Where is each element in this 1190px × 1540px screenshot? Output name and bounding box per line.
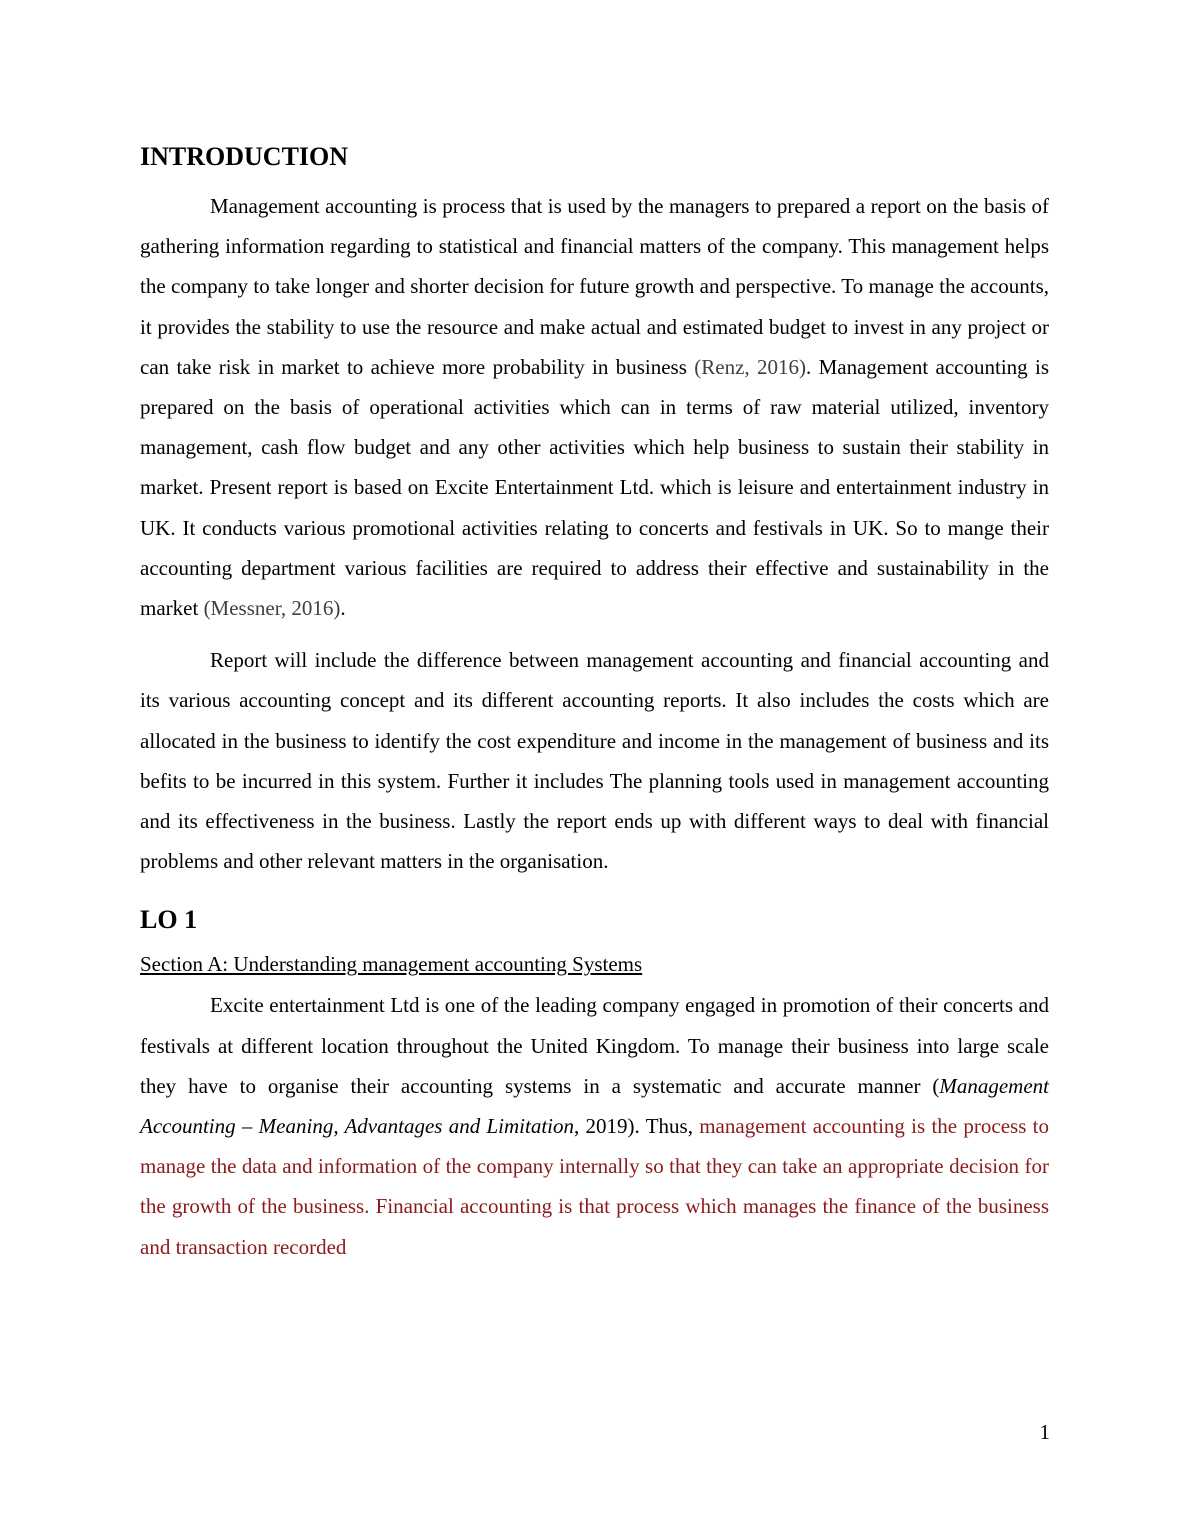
introduction-heading: INTRODUCTION (140, 142, 349, 171)
section-a-paragraph-1 (140, 985, 1049, 1266)
citation-renz: (Renz, 2016) (694, 354, 806, 379)
intro-p1-text-c: . (340, 596, 346, 621)
section-a-title-text: Section A: Understanding management accounting Systems (140, 952, 643, 977)
page-number: 1 (1039, 1420, 1050, 1444)
introduction-paragraph-1 (140, 186, 1049, 628)
highlighted-red-text: management accounting is the process to manage the data and information of the company internally so that they can take an appropriate decision for the growth of the business. Financial accounting is that process which manages the finance of the business and transaction recorded (140, 1114, 1049, 1259)
introduction-paragraph-2: Report will include the difference between management accounting and financial accounting and its various accounting concept and its different accounting reports. It also includes the costs which are allocated in the business to identify the cost expenditure and income in the management of business and its befits to be incurred in this system. Further it includes The planning tools used in management accounting and its effectiveness in the business. Lastly the report ends up with different ways to deal with financial problems and other relevant matters in the organisation. (140, 648, 1049, 874)
intro-p1-text-b: . Management accounting is prepared on the basis of operational activities which can in terms of raw material utilized, inventory management, cash flow budget and any other activities which help business to sustain their stability in market. Present report is based on Excite Entertainment Ltd. which is leisure and entertainment industry in UK. It conducts various promotional activities relating to concerts and festivals in UK. So to mange their accounting department various facilities are required to address their effective and sustainability in the market (140, 354, 1050, 621)
citation-messner: (Messner, 2016) (203, 596, 341, 621)
citation-management-accounting-title: Management Accounting – Meaning, Advantages and Limitation (140, 1073, 1049, 1139)
lo1-heading: LO 1 (140, 905, 198, 935)
page-content (140, 140, 1049, 1267)
section-a-text-a: Excite entertainment Ltd is one of the leading company engaged in promotion of their concerts and festivals at different location throughout the United Kingdom. To manage their business into large scale they have to organise their accounting systems in a systematic and accurate manner ( (140, 993, 1049, 1098)
citation-year-text: , 2019). Thus, (574, 1114, 700, 1139)
section-a-title (140, 949, 1049, 979)
intro-p1-text-a: Management accounting is process that is used by the managers to prepared a report on the basis of gathering information regarding to statistical and financial matters of the company. This management helps the company to take longer and shorter decision for future growth and perspective. To manage the accounts, it provides the stability to use the resource and make actual and estimated budget to invest in any project or can take risk in market to achieve more probability in business (140, 194, 1049, 379)
